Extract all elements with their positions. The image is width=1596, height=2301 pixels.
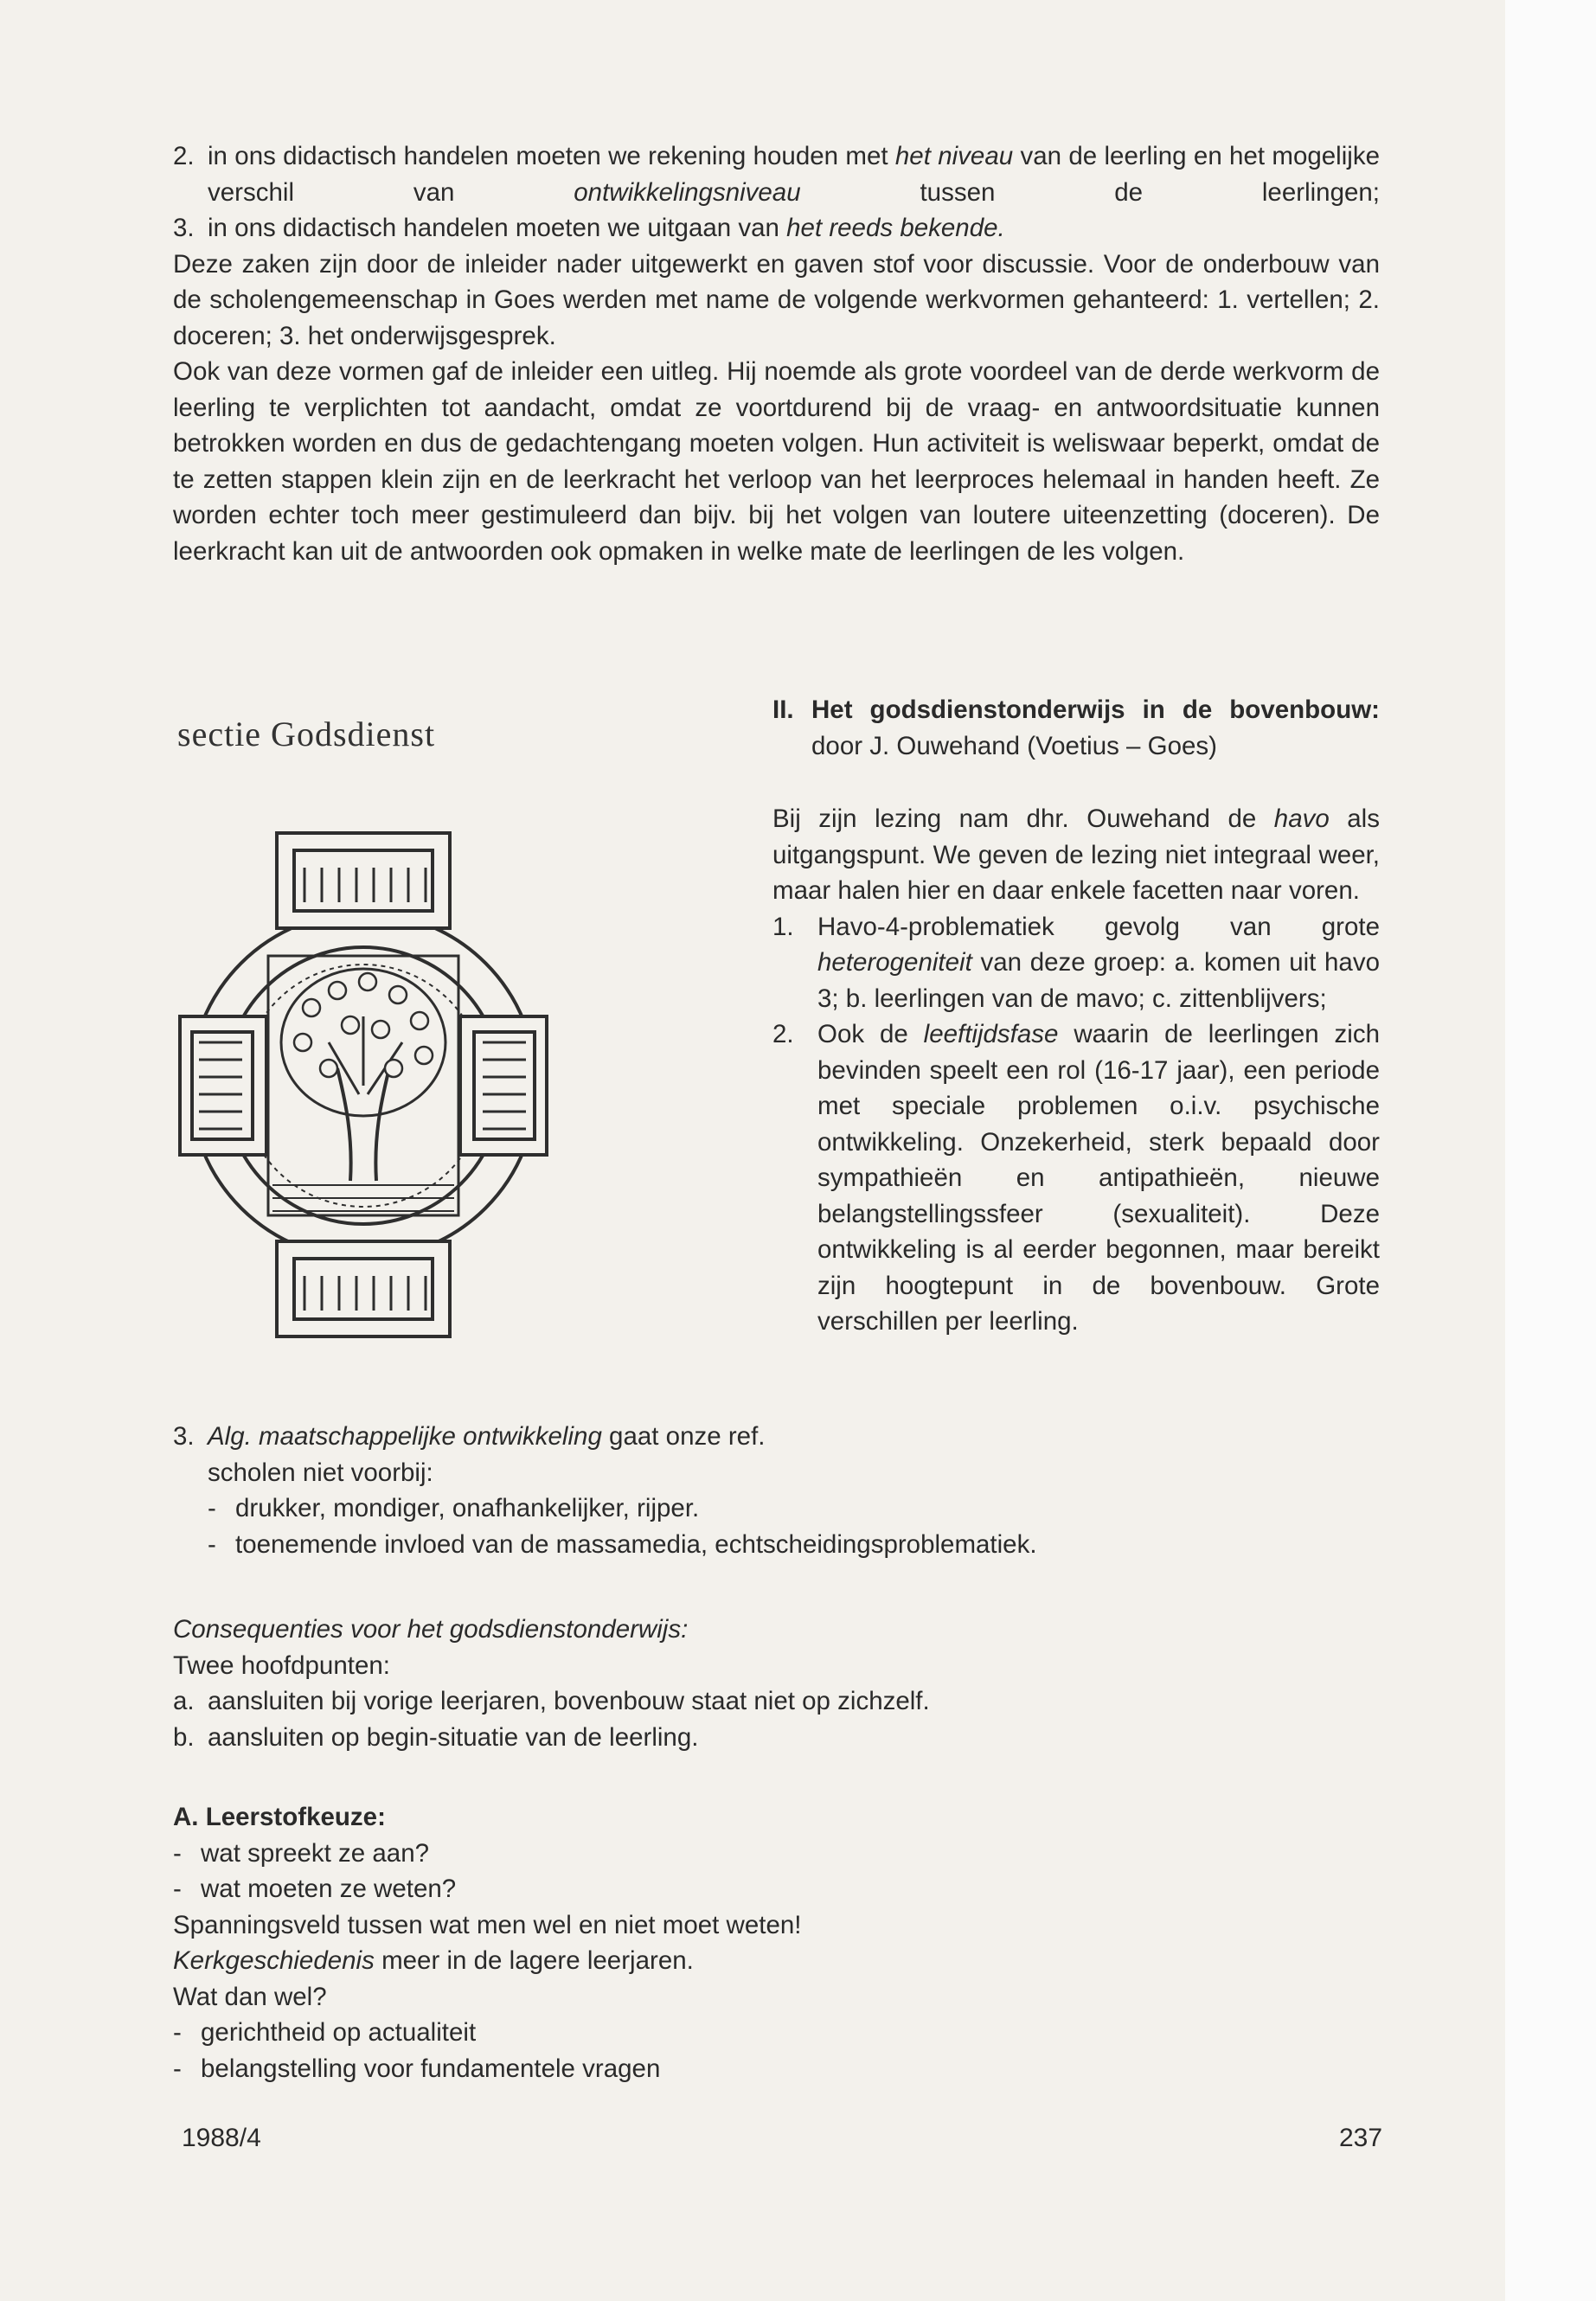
page-edge xyxy=(1505,0,1596,2301)
section2-item-1: 1. Havo-4-problematiek gevolg van grote heterogeniteit van deze groep: a. komen uit havo 3; b. leerlingen van de mavo; c. zittenblijvers; xyxy=(772,912,1380,1013)
section2-item-2: 2. Ook de leeftijdsfase waarin de leerlingen zich bevinden speelt een rol (16-17 jaar), een periode met speciale problemen o.i.v. psychische ontwikkeling. Onzekerheid, sterk bepaald door sympathieën en antipathieën, nieuwe belangstellingssfeer (sexualiteit). Deze ontwikkeling is al eerder begonnen, maar bereikt zijn hoogtepunt in de bovenbouw. Grote verschillen per leerling. xyxy=(772,1020,1381,1336)
intro-paragraph-1: Deze zaken zijn door de inleider nader uitgewerkt en gaven stof voor discussie. Voor de onderbouw van de scholengemeenschap in Goes werden met name de volgende werkvormen gehanteerd: 1. vertellen; 2. doceren; 3. het onderwijsgesprek. xyxy=(173,249,1380,350)
leerstof-heading: A. Leerstofkeuze: xyxy=(173,1803,386,1831)
section2-intro: Bij zijn lezing nam dhr. Ouwehand de havo als uitgangspunt. We geven de lezing niet integraal weer, maar halen hier en daar enkele facetten naar voren. xyxy=(772,804,1380,905)
item3-bullet-2: - toenemende invloed van de massamedia, echtscheidingsproblematiek. xyxy=(208,1529,1037,1559)
item3-heading: 3. Alg. maatschappelijke ontwikkeling gaat onze ref. scholen niet voorbij: xyxy=(173,1422,766,1487)
footer-page-number: 237 xyxy=(1339,2124,1383,2152)
item3-block xyxy=(173,1419,1380,1562)
intro-block xyxy=(173,138,1380,569)
consequences-sub: Twee hoofdpunten: xyxy=(173,1650,390,1680)
intro-paragraph-2: Ook van deze vormen gaf de inleider een uitleg. Hij noemde als grote voordeel van de derde werkvorm de leerling te verplichten tot aandacht, omdat ze voortdurend bij de vraag- en antwoordsituatie kunnen betrokken worden en dus de gedachtengang moeten volgen. Hun activiteit is weliswaar beperkt, omdat de te zetten stappen klein zijn en de leerkracht het verloop van het leerproces helemaal in handen heeft. Ze worden echter toch meer gestimuleerd dan bijv. bij het volgen van loutere uiteenzetting (doceren). De leerkracht kan uit de antwoorden ook opmaken in welke mate de leerlingen de les volgen. xyxy=(173,357,1380,566)
intro-item-3: 3. in ons didactisch handelen moeten we uitgaan van het reeds bekende. xyxy=(173,214,1005,242)
leerstof-line-2: Kerkgeschiedenis meer in de lagere leerjaren. xyxy=(173,1946,694,1975)
leerstof-bullet-1: - gerichtheid op actualiteit xyxy=(173,2018,477,2047)
leerstof-bullet-2: - belangstelling voor fundamentele vragen xyxy=(173,2054,661,2083)
consequences-point-a: a. aansluiten bij vorige leerjaren, bovenbouw staat niet op zichzelf. xyxy=(173,1687,930,1715)
tree-emblem-image xyxy=(173,809,554,1367)
section-logo-title: sectie Godsdienst xyxy=(177,715,436,753)
leerstof-line-3: Wat dan wel? xyxy=(173,1982,327,2011)
section2-heading: II. Het godsdienstonderwijs in de bovenbouw: door J. Ouwehand (Voetius – Goes) xyxy=(772,695,1380,760)
leerstof-question-1: - wat spreekt ze aan? xyxy=(173,1838,430,1868)
consequences-heading: Consequenties voor het godsdienstonderwijs: xyxy=(173,1615,689,1644)
intro-item-2: 2. in ons didactisch handelen moeten we rekening houden met het niveau van de leerling en het mogelijke verschil van ontwikkelingsniveau tussen de leerlingen; xyxy=(173,142,1381,207)
footer-issue: 1988/4 xyxy=(182,2124,261,2152)
leerstof-line-1: Spanningsveld tussen wat men wel en niet moet weten! xyxy=(173,1910,802,1939)
consequences-block xyxy=(173,1612,1380,1755)
section2-block xyxy=(772,692,1380,1340)
leerstof-block xyxy=(173,1799,1380,2086)
consequences-point-b: b. aansluiten op begin-situatie van de leerling. xyxy=(173,1722,699,1752)
leerstof-question-2: - wat moeten ze weten? xyxy=(173,1875,457,1903)
item3-bullet-1: - drukker, mondiger, onafhankelijker, rijper. xyxy=(208,1494,700,1522)
